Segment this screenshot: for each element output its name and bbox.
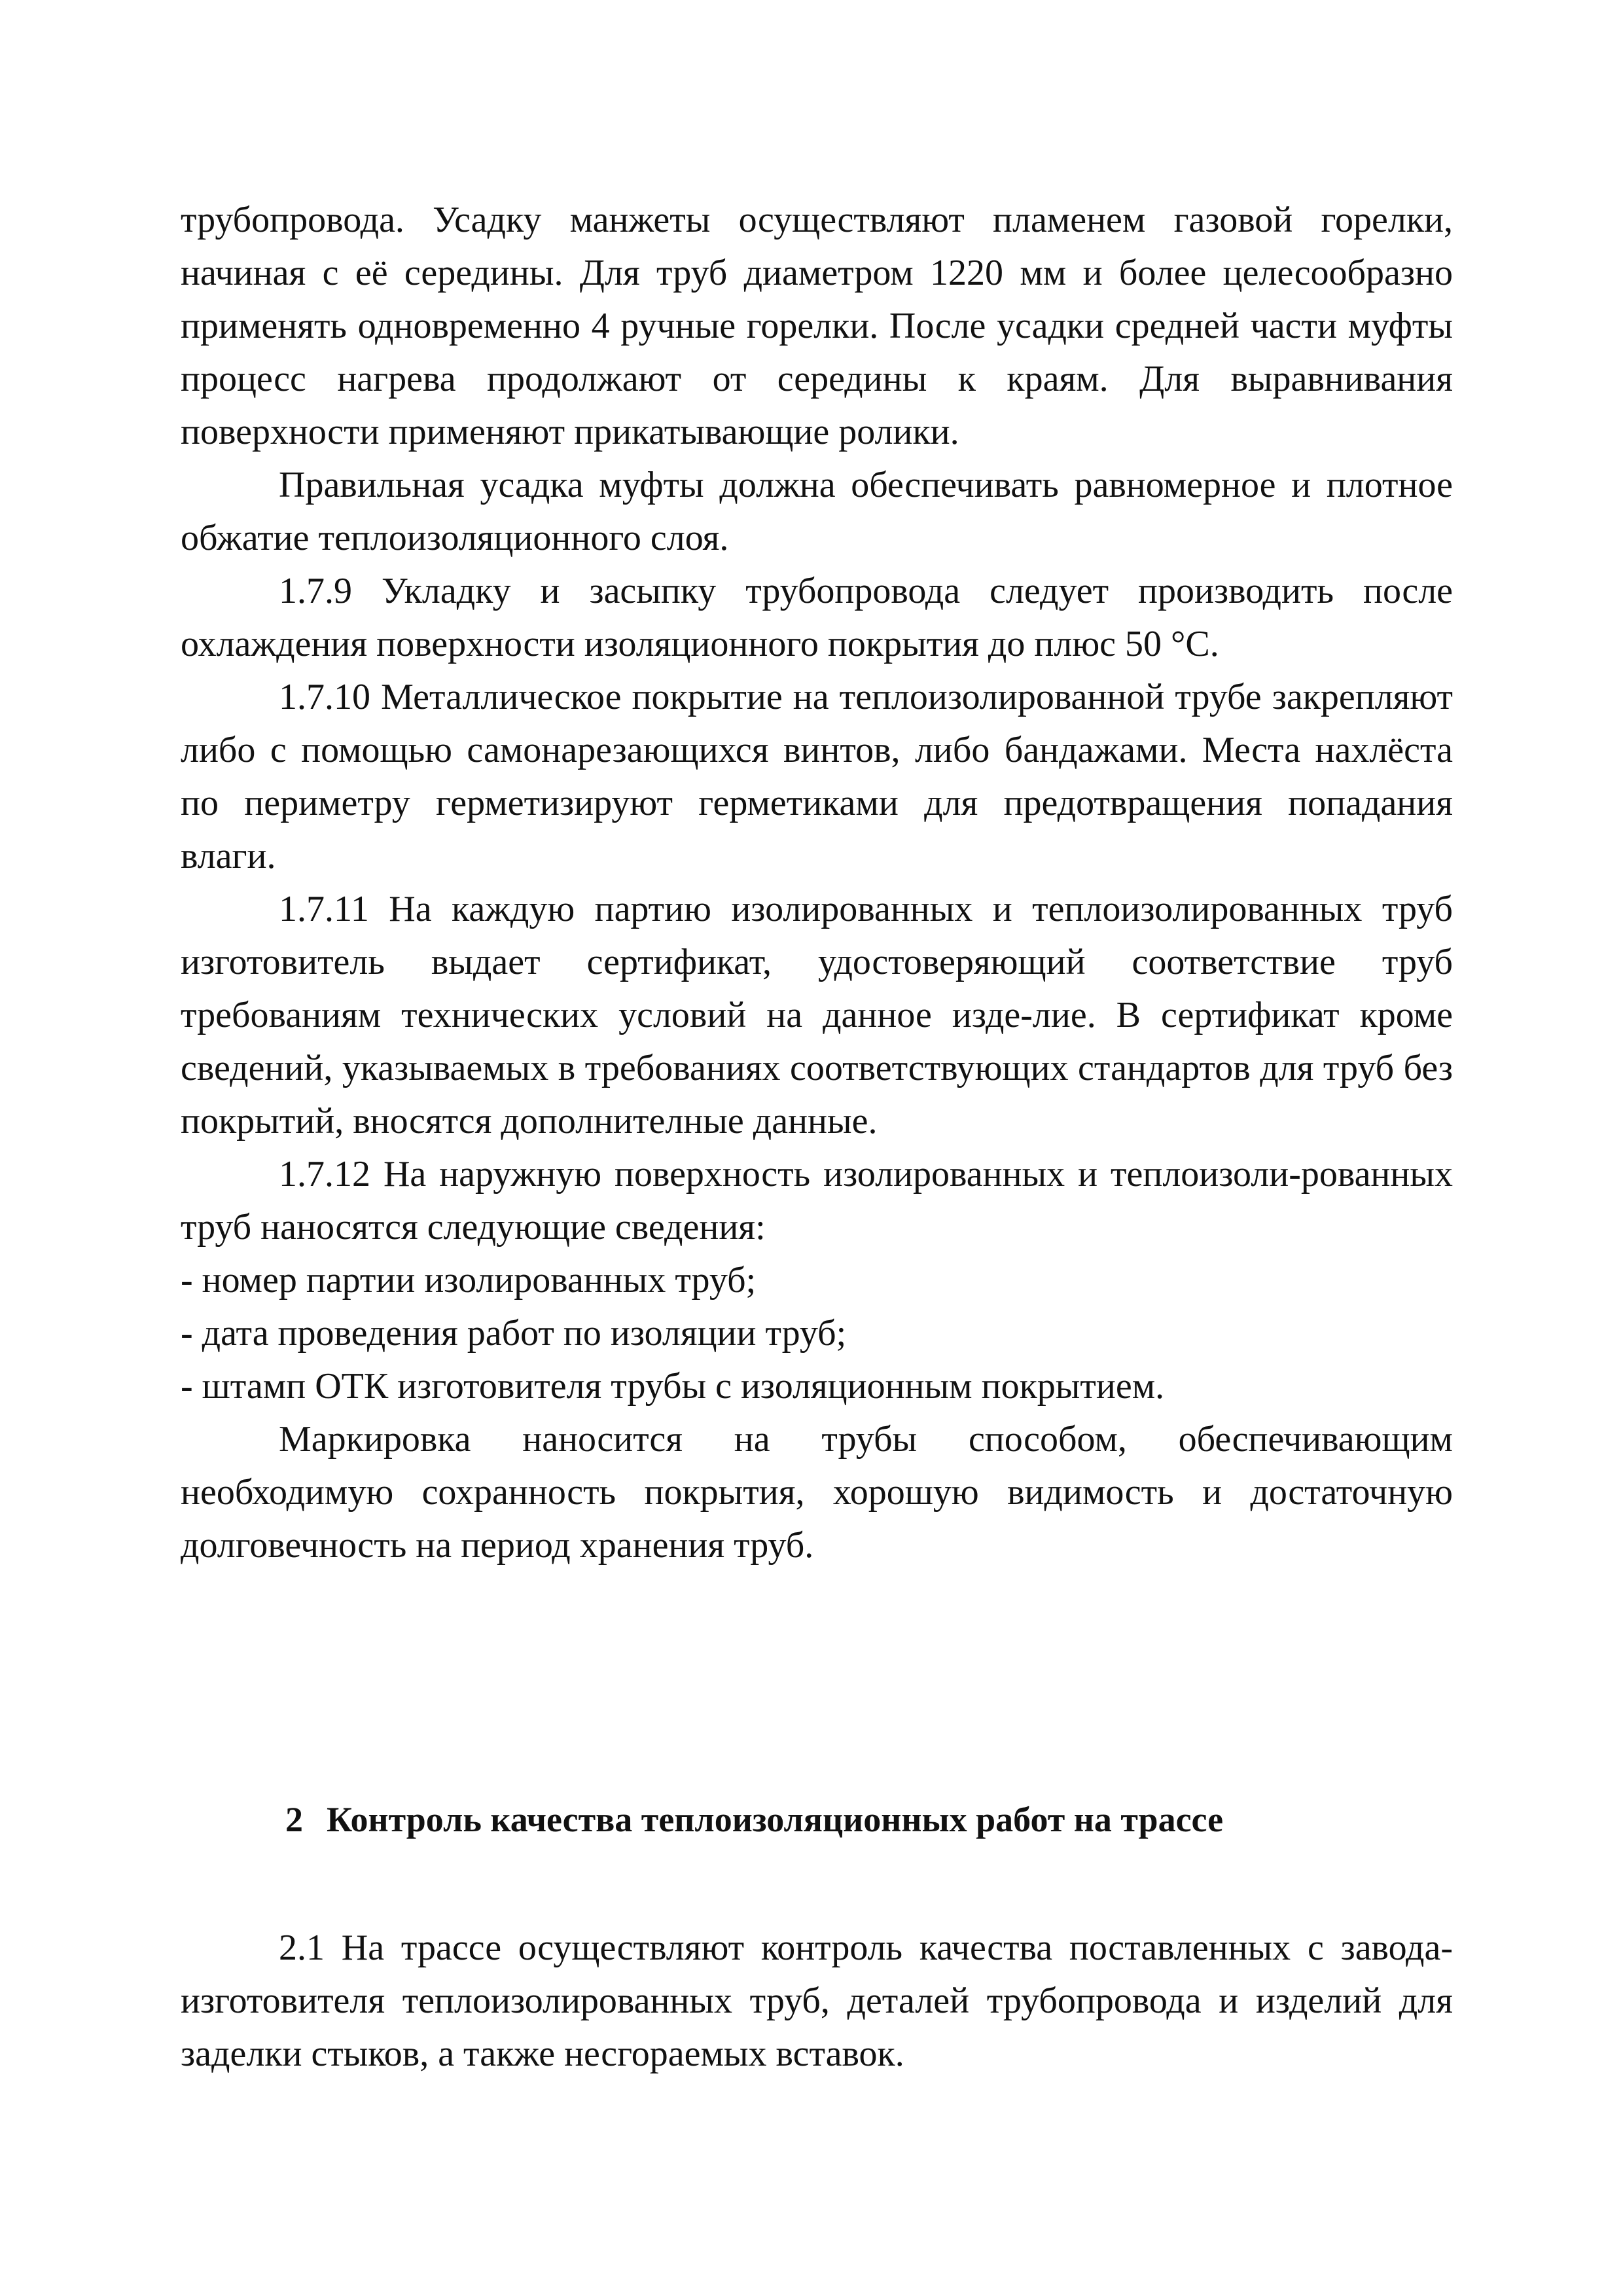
paragraph-1-7-12: 1.7.12 На наружную поверхность изолированных и теплоизоли-рованных труб наносятся следующие сведения:	[181, 1154, 1453, 1247]
section-number: 2	[285, 1800, 303, 1839]
paragraph-1-7-11: 1.7.11 На каждую партию изолированных и теплоизолированных труб изготовитель выдает сертификат, удостоверяющий соответствие труб требованиям технических условий на данное изде-лие. В сертификат кроме сведений, указываемых в требованиях соответствующих стандартов для труб без покрытий, вносятся дополнителные данные.	[181, 889, 1453, 1141]
list-item: - дата проведения работ по изоляции труб;	[181, 1313, 847, 1354]
section-title: Контроль качества теплоизоляционных работ на трассе	[327, 1800, 1224, 1839]
paragraph-1-7-9: 1.7.9 Укладку и засыпку трубопровода следует производить после охлаждения поверхности изоляционного покрытия до плюс 50 °С.	[181, 571, 1453, 664]
paragraph-correct-shrink: Правильная усадка муфты должна обеспечивать равномерное и плотное обжатие теплоизоляционного слоя.	[181, 465, 1453, 558]
paragraph-marking: Маркировка наносится на трубы способом, обеспечивающим необходимую сохранность покрытия, хорошую видимость и достаточную долговечность на период хранения труб.	[181, 1419, 1453, 1566]
body-text-upper	[181, 194, 1453, 1572]
paragraph-continuation: трубопровода. Усадку манжеты осуществляют пламенем газовой горелки, начиная с её середины. Для труб диаметром 1220 мм и более целесообразно применять одновременно 4 ручные горелки. После усадки средней части муфты процесс нагрева продолжают от середины к краям. Для выравнивания поверхности применяют прикатывающие ролики.	[181, 200, 1453, 452]
list-item: - штамп ОТК изготовителя трубы с изоляционным покрытием.	[181, 1366, 1165, 1407]
section-heading	[181, 1793, 1453, 1846]
paragraph-2-1: 2.1 На трассе осуществляют контроль качества поставленных с завода-изготовителя теплоизолированных труб, деталей трубопровода и изделий для заделки стыков, а также несгораемых вставок.	[181, 1928, 1453, 2074]
list-item: - номер партии изолированных труб;	[181, 1260, 757, 1300]
body-text-lower	[181, 1922, 1453, 2081]
paragraph-1-7-10: 1.7.10 Металлическое покрытие на теплоизолированной трубе закрепляют либо с помощью самонарезающихся винтов, либо бандажами. Места нахлёста по периметру герметизируют герметиками для предотвращения попадания влаги.	[181, 677, 1453, 876]
